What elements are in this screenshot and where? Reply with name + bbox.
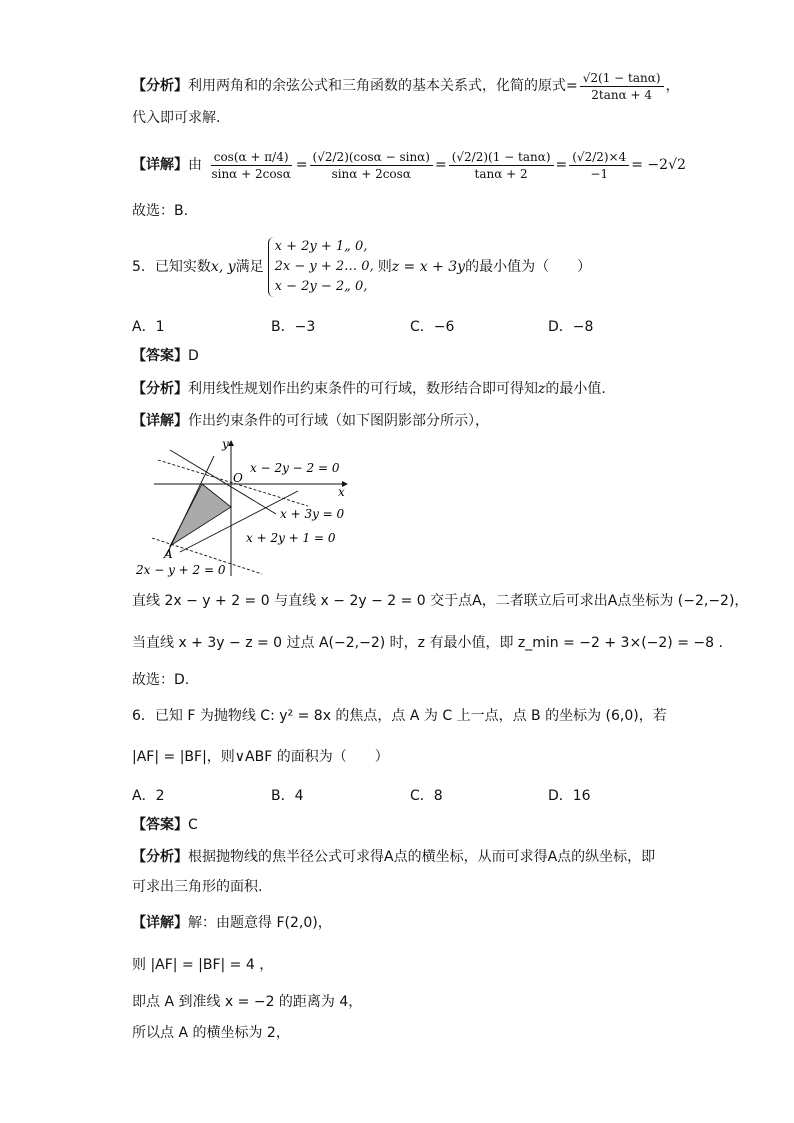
q6-stem-line-2: |AF| = |BF|，则∨ABF 的面积为（ ）	[132, 749, 389, 765]
fraction-numerator: (√2/2)(1 − tanα)	[449, 149, 554, 166]
label-line-2: x + 3y = 0	[280, 507, 345, 521]
detail-fraction-2	[310, 149, 433, 182]
analysis-text: 利用两角和的余弦公式和三角函数的基本关系式，化简的原式	[188, 78, 566, 94]
q5-detail-line-b: 当直线 x + 3y − z = 0 过点 A(−2,−2) 时，z 有最小值，即 z_min = −2 + 3×(−2) = −8 .	[132, 635, 723, 651]
q5-detail-line-a: 直线 2x − y + 2 = 0 与直线 x − 2y − 2 = 0 交于点A，二者联立后可求出A点坐标为 (−2,−2)，	[132, 593, 749, 609]
analysis-tag: 【分析】	[132, 78, 188, 94]
q6-stem-line-1: 6．已知 F 为抛物线 C: y² = 8x 的焦点，点 A 为 C 上一点，点 B 的坐标为 (6,0)，若	[132, 708, 667, 724]
detail-text: 解：由题意得 F(2,0)，	[188, 915, 332, 931]
answer-tag: 【答案】	[132, 348, 188, 364]
q5-stem	[132, 234, 591, 300]
detail-tag: 【详解】	[132, 915, 188, 931]
stem-objective: z = x + 3y	[391, 259, 466, 275]
fraction-denominator: sinα + 2cosα	[211, 166, 291, 181]
constraint-system	[268, 237, 374, 297]
q5-option-d: D．−8	[548, 319, 594, 335]
q5-answer-line: 故选：D.	[132, 672, 190, 688]
q4-detail-line	[132, 140, 686, 190]
equals-sign: =	[566, 78, 578, 94]
feasible-region-figure	[130, 436, 370, 582]
analysis-tag: 【分析】	[132, 849, 188, 865]
analysis-var: z	[538, 381, 546, 397]
label-origin: O	[233, 471, 243, 485]
fraction-denominator: tanα + 2	[474, 166, 528, 181]
answer-value: C	[188, 817, 198, 833]
label-line-4: 2x − y + 2 = 0	[136, 563, 226, 577]
fraction-denominator: sinα + 2cosα	[331, 166, 411, 181]
constraint-2: 2x − y + 2… 0,	[274, 259, 374, 274]
q6-analysis-line-2: 可求出三角形的面积.	[132, 879, 263, 895]
detail-tag: 【详解】	[132, 413, 188, 429]
label-x: x	[338, 485, 345, 499]
q6-option-c: C．8	[410, 788, 443, 804]
q6-step-3: 所以点 A 的横坐标为 2，	[132, 1025, 290, 1041]
q6-step-2: 即点 A 到准线 x = −2 的距离为 4，	[132, 994, 363, 1010]
detail-tag: 【详解】	[132, 157, 188, 173]
detail-fraction-1	[208, 149, 293, 182]
q6-answer	[132, 815, 198, 835]
analysis-tag: 【分析】	[132, 381, 188, 397]
answer-value: D	[188, 348, 199, 364]
detail-fraction-3	[449, 149, 554, 182]
stem-suffix: 的最小值为（ ）	[465, 259, 592, 275]
fraction-numerator: cos(α + π/4)	[211, 149, 292, 166]
equals-sign: =	[295, 157, 308, 173]
equals-sign: =	[434, 157, 447, 173]
feasible-region-shading	[170, 484, 231, 546]
label-line-1: x − 2y − 2 = 0	[250, 461, 340, 475]
q5-option-c: C．−6	[410, 319, 455, 335]
constraint-3: x − 2y − 2„ 0,	[274, 279, 368, 294]
fraction-numerator: √2(1 − tanα)	[580, 70, 664, 87]
analysis-text: 根据抛物线的焦半径公式可求得A点的横坐标，从而可求得A点的纵坐标，即	[188, 849, 656, 865]
y-axis-arrow-icon	[228, 440, 234, 446]
q4-analysis-continuation: 代入即可求解.	[132, 110, 221, 126]
detail-result: = −2√2	[631, 157, 686, 173]
q6-option-d: D．16	[548, 788, 591, 804]
stem-suffix-pre: 则	[377, 259, 392, 275]
q6-analysis-line-1	[132, 847, 655, 867]
analysis-end: 的最小值.	[545, 381, 606, 397]
comma: ，	[665, 78, 680, 94]
label-y: y	[222, 437, 229, 451]
label-line-3: x + 2y + 1 = 0	[246, 531, 336, 545]
stem-vars: x, y	[210, 259, 236, 275]
label-point-a: A	[164, 547, 173, 561]
q6-option-a: A．2	[132, 788, 165, 804]
simplified-fraction	[580, 70, 664, 103]
stem-mid: 满足	[235, 259, 264, 275]
fraction-numerator: (√2/2)(cosα − sinα)	[310, 149, 433, 166]
q5-option-b: B．−3	[271, 319, 316, 335]
constraint-1: x + 2y + 1„ 0,	[274, 239, 368, 254]
q6-step-1: 则 |AF| = |BF| = 4 ，	[132, 957, 274, 973]
fraction-numerator: (√2/2)×4	[569, 149, 629, 166]
equals-sign: =	[555, 157, 568, 173]
q6-detail	[132, 913, 332, 933]
detail-fraction-4	[569, 149, 629, 182]
analysis-text: 利用线性规划作出约束条件的可行域，数形结合即可得知	[188, 381, 538, 397]
q5-analysis	[132, 379, 606, 399]
q5-option-a: A．1	[132, 319, 165, 335]
fraction-denominator: −1	[590, 166, 609, 181]
q5-answer	[132, 346, 199, 366]
detail-text: 作出约束条件的可行域（如下图阴影部分所示），	[188, 413, 489, 429]
q6-option-b: B．4	[271, 788, 304, 804]
q4-analysis-line	[132, 66, 680, 106]
q5-detail	[132, 411, 489, 431]
answer-tag: 【答案】	[132, 817, 188, 833]
fraction-denominator: 2tanα + 4	[591, 87, 652, 102]
stem-prefix: 5．已知实数	[132, 259, 211, 275]
detail-prefix: 由	[188, 157, 202, 173]
q4-answer-line: 故选：B.	[132, 203, 189, 219]
